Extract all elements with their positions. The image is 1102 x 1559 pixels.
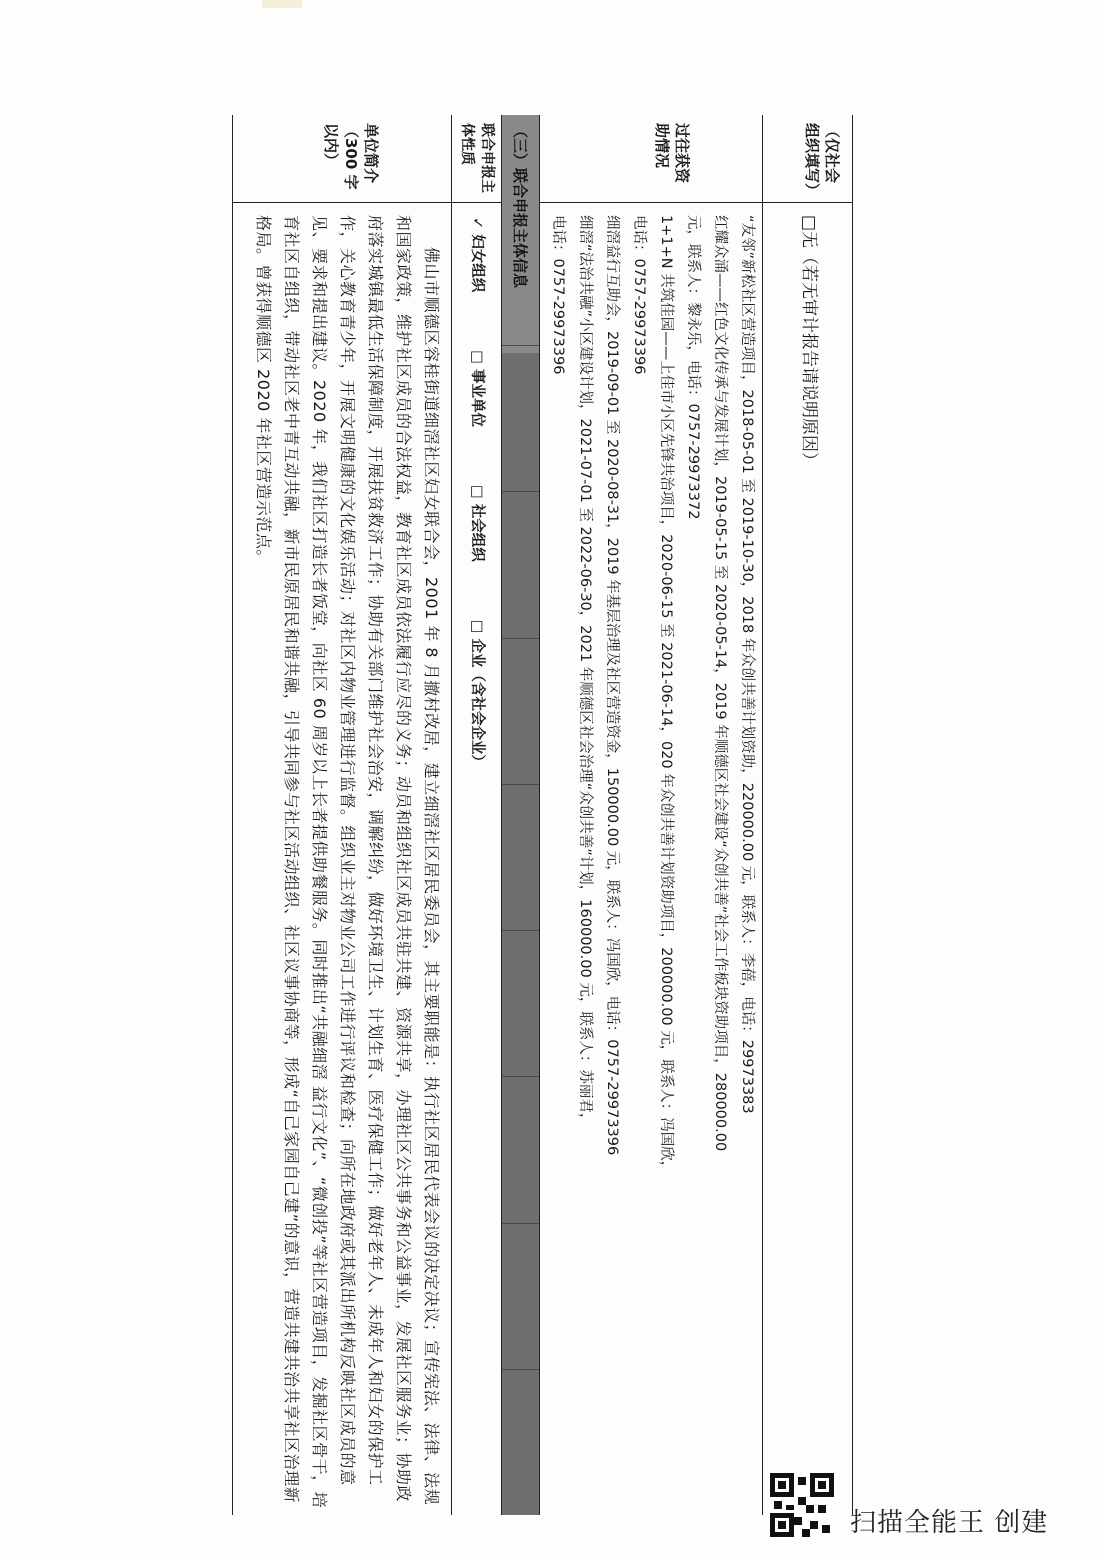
section-header-row bbox=[501, 115, 539, 1515]
funding-line: 细滘“法治共融”小区建设计划，2021-07-01 至 2022-06-30，2021 年顺德区社会治理“众创共善”计划，160000.00 元，联系人：苏丽君， bbox=[577, 215, 593, 1128]
funding-line: 1+1+N 共筑佳园——上佳市小区先锋共治项目，2020-06-15 至 2021-06-14，020 年众创共善计划资助项目，200000.00 元，联系人：冯国欣， bbox=[658, 215, 674, 1176]
partner-nature-options bbox=[452, 207, 501, 1515]
qr-code-icon bbox=[770, 1473, 834, 1537]
unit-intro-row bbox=[232, 115, 451, 1515]
funding-history-row bbox=[539, 115, 762, 1515]
option-enterprise-checkbox[interactable]: □ 企业（含社会企业） bbox=[469, 619, 485, 769]
funding-line: 电话：0757-29973396 bbox=[550, 215, 566, 375]
funding-line: 电话：0757-29973396 bbox=[631, 215, 647, 375]
funding-history-label: 过往获资助情况 bbox=[540, 115, 762, 203]
funding-line: 元，联系人：黎永乐，电话：0757-29973372 bbox=[685, 215, 701, 520]
funding-line: 红耀众涌——红色文化传承与发展计划，2019-05-15 至 2020-05-14，2019 年顺德区社会建设“众创共善”社会工作板块资助项目，280000.00 bbox=[712, 215, 728, 1152]
funding-history-text bbox=[540, 207, 762, 1515]
audit-note-row bbox=[762, 115, 852, 1515]
funding-line: 细滘益行互助会，2019-09-01 至 2020-08-31，2019 年基层治理及社区营造资金，150000.00 元，联系人：冯国欣，电话：0757-29973396 bbox=[604, 215, 620, 1156]
audit-note-label: （仅社会组织填写） bbox=[763, 115, 852, 203]
scan-smudge bbox=[262, 0, 302, 8]
option-public-institution-checkbox[interactable]: □ 事业单位 bbox=[469, 350, 485, 427]
section-shaded-cells bbox=[502, 345, 539, 1515]
section-title: （三）联合申报主体信息 bbox=[502, 115, 539, 353]
option-womens-org-checkbox[interactable]: ✓ 妇女组织 bbox=[469, 217, 485, 293]
scanner-watermark-text: 扫描全能王 创建 bbox=[850, 1508, 1049, 1538]
unit-intro-text: 佛山市顺德区容桂街道细滘社区妇女联合会，2001 年 8 月撤村改居，建立细滘社区居民委员会，其主要职能是：执行社区居民代表会议的决定决议；宣传宪法、法律、法规和国家政策，维护社区成员的合法权益，教育社区成员依法履行应尽的义务；动员和组织社区成员共驻共建、资源共享，办理社区公共事务和公益事业，发展社区服务业；协助政府落实城镇最低生活保障制度，开展扶贫救济工作；协助有关部门维护社会治安，调解纠纷，做好环境卫生、计划生育、医疗保健工作；做好老年人、未成年人和妇女的保护工作，关心教育青少年，开展文明健康的文化娱乐活动；对社区内物业管理进行监督。组织业主对物业公司工作进行评议和检查；向所在地政府或其派出所机构反映社区成员的意见、要求和提出建议。2020 年，我们社区打造长者饭堂，向社区 60 周岁以上长者提供助餐服务。同时推出“共融细滘 益行文化”、“微创投”等社区营造项目，发掘社区骨干，培育社区自组织，带动社区老中青互动共融，新市民原居民和谐共融，引导共同参与社区活动组织、社区议事协商等，形成“自己家园自己建”的意识，营造共建共治共享社区治理新格局。曾获得顺德区 2020 年社区营造示范点。 bbox=[254, 215, 441, 1509]
audit-note-text: □无（若无审计报告请说明原因） bbox=[799, 215, 819, 470]
funding-line: “友邻”新松社区营造项目，2018-05-01 至 2019-10-30，2018 年众创共善计划资助，220000.00 元，联系人：李蓓，电话：29973383 bbox=[739, 215, 755, 1114]
option-social-org-checkbox[interactable]: □ 社会组织 bbox=[469, 484, 485, 562]
unit-intro-label: 单位简介（300 字以内） bbox=[233, 115, 451, 203]
partner-nature-row bbox=[451, 115, 501, 1515]
partner-nature-label: 联合申报主体性质 bbox=[452, 115, 501, 203]
application-form-table bbox=[232, 115, 853, 1515]
